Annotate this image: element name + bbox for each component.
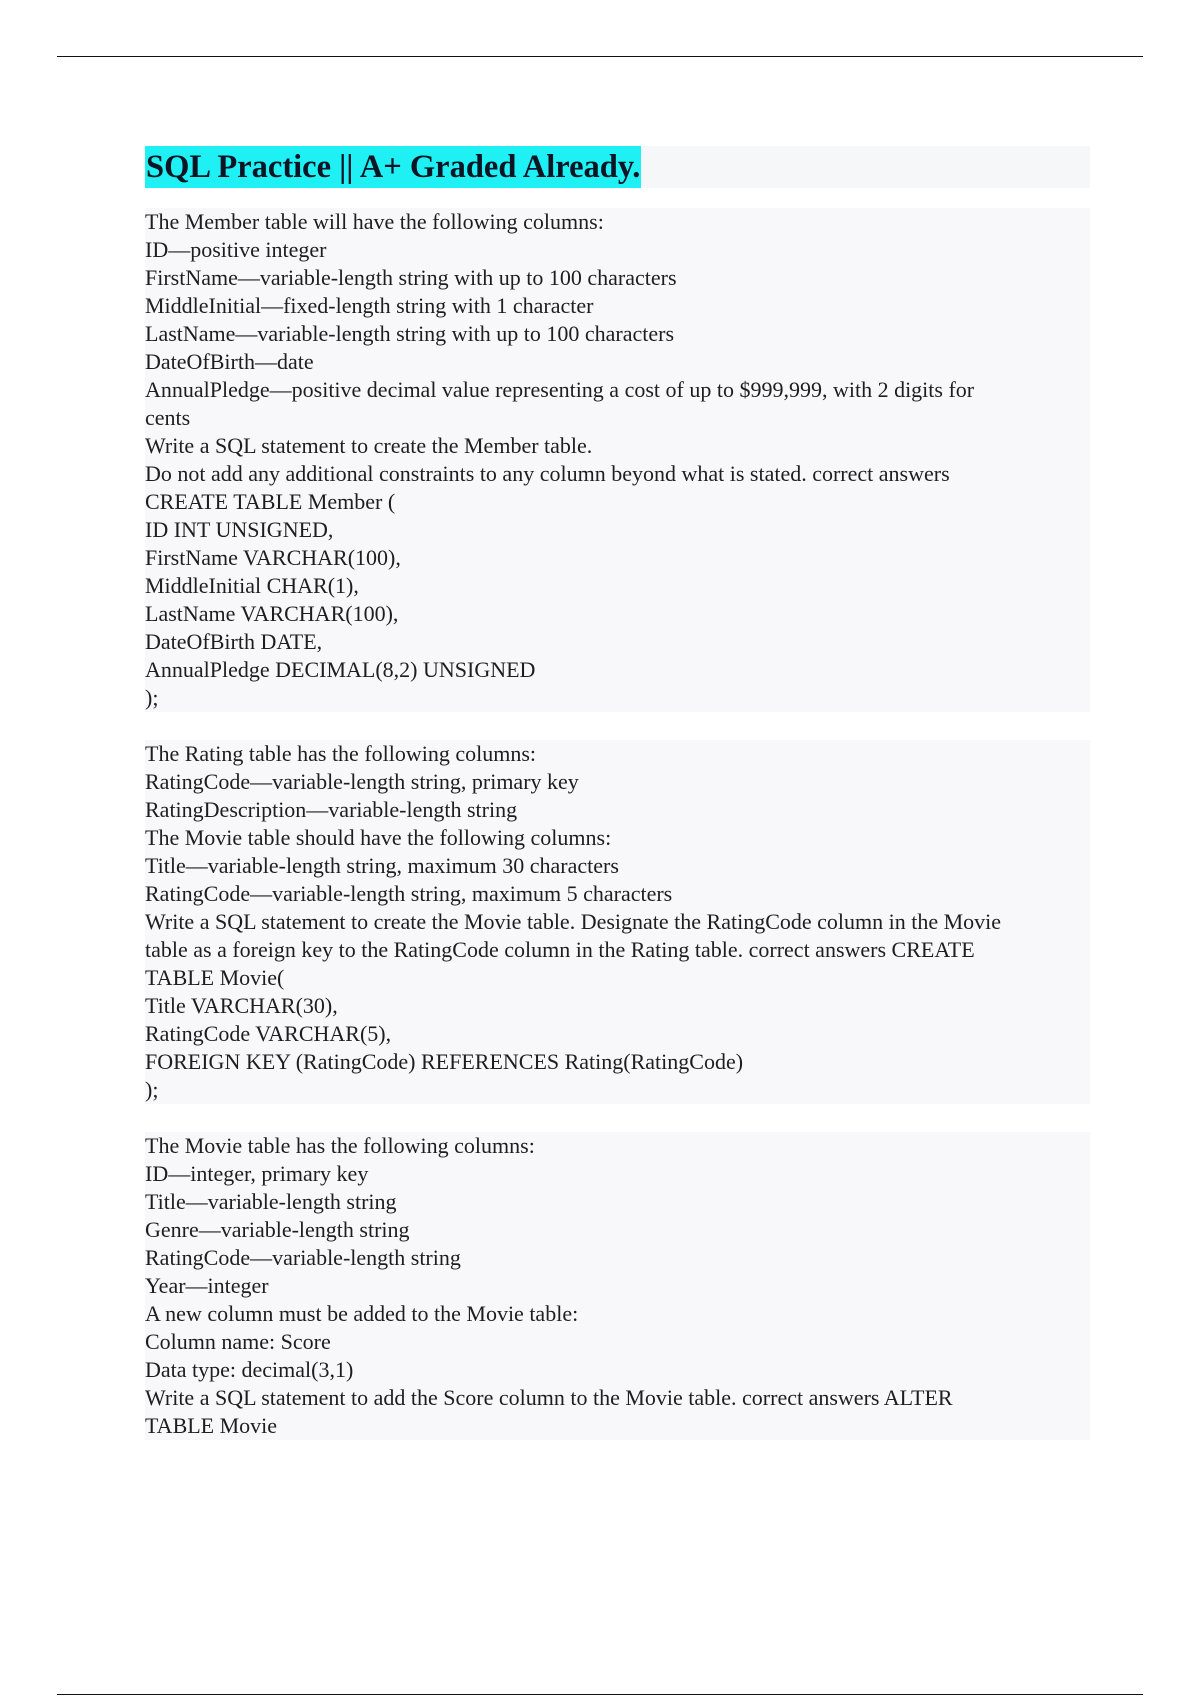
text-line: cents <box>145 404 1090 432</box>
document-section <box>145 1132 1090 1440</box>
text-line: The Member table will have the following columns: <box>145 208 1090 236</box>
text-line: ); <box>145 684 1090 712</box>
text-line: Write a SQL statement to create the Member table. <box>145 432 1090 460</box>
text-line: LastName—variable-length string with up to 100 characters <box>145 320 1090 348</box>
footer-rule <box>57 1694 1143 1695</box>
text-line: RatingCode VARCHAR(5), <box>145 1020 1090 1048</box>
text-line: TABLE Movie <box>145 1412 1090 1440</box>
text-line: AnnualPledge—positive decimal value representing a cost of up to $999,999, with 2 digits for <box>145 376 1090 404</box>
text-line: ID—positive integer <box>145 236 1090 264</box>
text-line: A new column must be added to the Movie table: <box>145 1300 1090 1328</box>
text-line: TABLE Movie( <box>145 964 1090 992</box>
text-line: AnnualPledge DECIMAL(8,2) UNSIGNED <box>145 656 1090 684</box>
title-band <box>145 146 1090 188</box>
text-line: Title—variable-length string <box>145 1188 1090 1216</box>
text-line: FirstName—variable-length string with up to 100 characters <box>145 264 1090 292</box>
text-line: Title—variable-length string, maximum 30 characters <box>145 852 1090 880</box>
text-line: MiddleInitial—fixed-length string with 1 character <box>145 292 1090 320</box>
text-line: DateOfBirth—date <box>145 348 1090 376</box>
header-rule <box>57 56 1143 57</box>
text-line: CREATE TABLE Member ( <box>145 488 1090 516</box>
text-line: FirstName VARCHAR(100), <box>145 544 1090 572</box>
section-spacer <box>145 712 1090 740</box>
text-line: MiddleInitial CHAR(1), <box>145 572 1090 600</box>
text-line: Do not add any additional constraints to any column beyond what is stated. correct answers <box>145 460 1090 488</box>
text-line: table as a foreign key to the RatingCode column in the Rating table. correct answers CREATE <box>145 936 1090 964</box>
document-section <box>145 208 1090 712</box>
text-line: DateOfBirth DATE, <box>145 628 1090 656</box>
text-line: Write a SQL statement to add the Score column to the Movie table. correct answers ALTER <box>145 1384 1090 1412</box>
text-line: Data type: decimal(3,1) <box>145 1356 1090 1384</box>
text-line: LastName VARCHAR(100), <box>145 600 1090 628</box>
text-line: Title VARCHAR(30), <box>145 992 1090 1020</box>
text-line: Genre—variable-length string <box>145 1216 1090 1244</box>
text-line: FOREIGN KEY (RatingCode) REFERENCES Rating(RatingCode) <box>145 1048 1090 1076</box>
text-line: RatingDescription—variable-length string <box>145 796 1090 824</box>
document-body <box>145 146 1090 1440</box>
text-line: The Movie table should have the following columns: <box>145 824 1090 852</box>
document-title: SQL Practice || A+ Graded Already. <box>145 146 641 188</box>
text-line: The Movie table has the following columns: <box>145 1132 1090 1160</box>
text-line: Year—integer <box>145 1272 1090 1300</box>
section-spacer <box>145 1104 1090 1132</box>
text-line: ); <box>145 1076 1090 1104</box>
text-line: ID INT UNSIGNED, <box>145 516 1090 544</box>
text-line: Column name: Score <box>145 1328 1090 1356</box>
text-line: ID—integer, primary key <box>145 1160 1090 1188</box>
text-line: Write a SQL statement to create the Movie table. Designate the RatingCode column in the Movie <box>145 908 1090 936</box>
text-line: RatingCode—variable-length string <box>145 1244 1090 1272</box>
text-line: The Rating table has the following columns: <box>145 740 1090 768</box>
document-text <box>145 208 1090 1440</box>
document-section <box>145 740 1090 1104</box>
text-line: RatingCode—variable-length string, maximum 5 characters <box>145 880 1090 908</box>
text-line: RatingCode—variable-length string, primary key <box>145 768 1090 796</box>
